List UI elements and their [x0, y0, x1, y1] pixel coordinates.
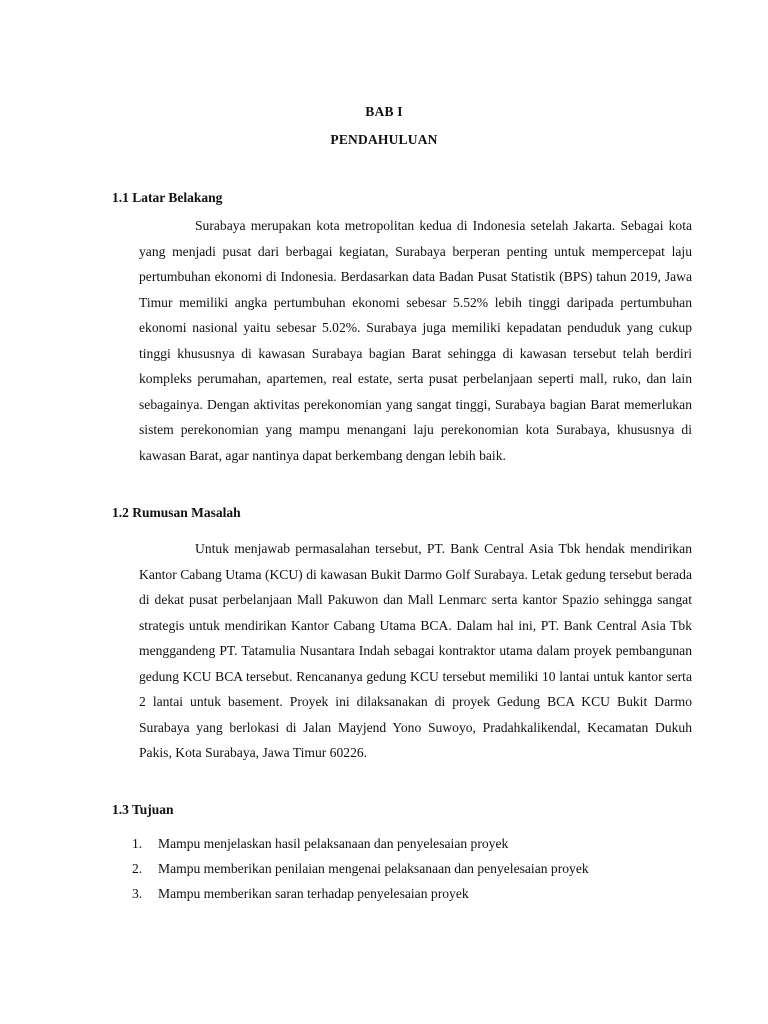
list-item-text: Mampu memberikan penilaian mengenai pelaksanaan dan penyelesaian proyek	[158, 861, 589, 876]
paragraph-text: Surabaya merupakan kota metropolitan kedua di Indonesia setelah Jakarta. Sebagai kota yang menjadi pusat dari berbagai kegiatan, Surabaya berperan penting untuk mempercepat laju pertumbuhan ekonomi di Indonesia. Berdasarkan data Badan Pusat Statistik (BPS) tahun 2019, Jawa Timur memiliki angka pertumbuhan ekonomi sebesar 5.52% lebih tinggi daripada pertumbuhan ekonomi nasional yaitu sebesar 5.02%. Surabaya juga memiliki kepadatan penduduk yang cukup tinggi khususnya di kawasan Surabaya bagian Barat sehingga di kawasan tersebut telah berdiri kompleks perumahan, apartemen, real estate, serta pusat perbelanjaan seperti mall, ruko, dan lain sebagainya. Dengan aktivitas perekonomian yang sangat tinggi, Surabaya bagian Barat memerlukan sistem perekonomian yang mampu menangani laju perekonomian kota Surabaya, khususnya di kawasan Barat, agar nantinya dapat berkembang dengan lebih baik.	[139, 218, 692, 463]
list-item-text: Mampu memberikan saran terhadap penyelesaian proyek	[158, 886, 469, 901]
section-paragraph-latar-belakang	[139, 213, 692, 468]
section-paragraph-rumusan-masalah	[139, 536, 692, 766]
section-heading-rumusan-masalah: 1.2 Rumusan Masalah	[112, 505, 241, 520]
list-item	[132, 834, 589, 859]
tujuan-list	[132, 834, 589, 909]
list-item-text: Mampu menjelaskan hasil pelaksanaan dan penyelesaian proyek	[158, 836, 509, 851]
list-item-number: 1.	[132, 836, 143, 851]
chapter-title: PENDAHULUAN	[330, 132, 438, 147]
list-item-number: 3.	[132, 886, 143, 901]
chapter-number: BAB I	[365, 104, 403, 119]
list-item-number: 2.	[132, 861, 143, 876]
list-item	[132, 884, 589, 909]
section-heading-tujuan: 1.3 Tujuan	[112, 802, 174, 817]
section-heading-latar-belakang: 1.1 Latar Belakang	[112, 190, 223, 205]
list-item	[132, 859, 589, 884]
paragraph-text: Untuk menjawab permasalahan tersebut, PT. Bank Central Asia Tbk hendak mendirikan Kantor Cabang Utama (KCU) di kawasan Bukit Darmo Golf Surabaya. Letak gedung tersebut berada di dekat pusat perbelanjaan Mall Pakuwon dan Mall Lenmarc serta kantor Spazio sehingga sangat strategis untuk mendirikan Kantor Cabang Utama BCA. Dalam hal ini, PT. Bank Central Asia Tbk menggandeng PT. Tatamulia Nusantara Indah sebagai kontraktor utama dalam proyek pembangunan gedung KCU BCA tersebut. Rencananya gedung KCU tersebut memiliki 10 lantai untuk kantor serta 2 lantai untuk basement. Proyek ini dilaksanakan di proyek Gedung BCA KCU Bukit Darmo Surabaya yang berlokasi di Jalan Mayjend Yono Suwoyo, Pradahkalikendal, Kecamatan Dukuh Pakis, Kota Surabaya, Jawa Timur 60226.	[139, 541, 692, 760]
